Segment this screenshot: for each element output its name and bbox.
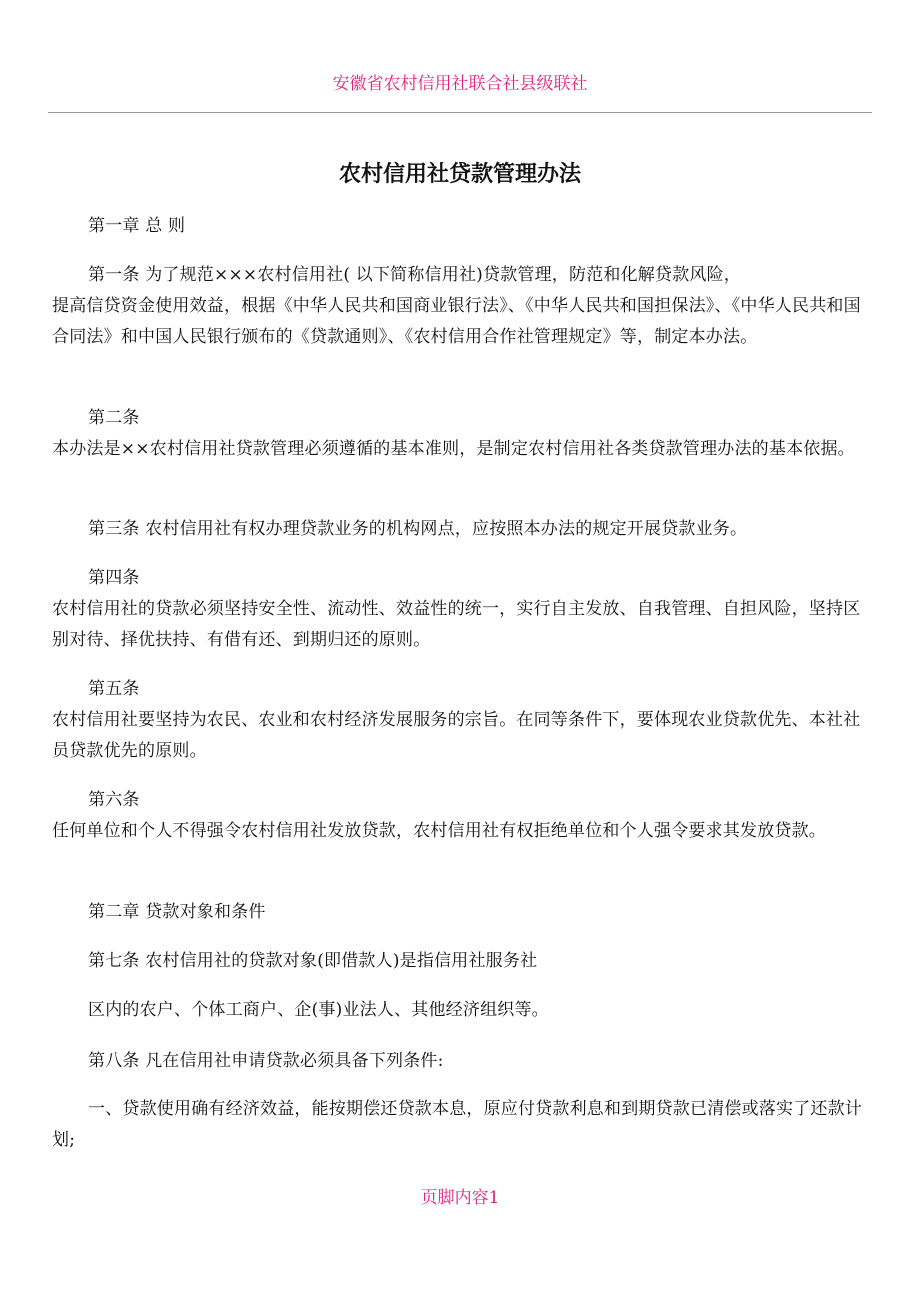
footer-text: 页脚内容1 — [420, 1188, 500, 1208]
article-3 — [52, 514, 870, 545]
article-7 — [52, 946, 870, 977]
page-footer — [0, 1186, 920, 1210]
article-7-line-2: 区内的农户、个体工商户、企(事)业法人、其他经济组织等。 — [88, 1000, 549, 1020]
article-7-continued — [52, 995, 870, 1026]
chapter-1-heading — [52, 211, 870, 242]
chapter-1-text: 第一章 总 则 — [88, 216, 186, 236]
document-title: 农村信用社贷款管理办法 — [338, 161, 581, 187]
chapter-2-text: 第二章 贷款对象和条件 — [88, 902, 266, 922]
article-2-body: 本办法是××农村信用社贷款管理必须遵循的基本准则，是制定农村信用社各类贷款管理办法的基本依据。 — [52, 439, 855, 459]
article-8-text: 第八条 凡在信用社申请贷款必须具备下列条件: — [88, 1051, 444, 1071]
article-5-body: 农村信用社要坚持为农民、农业和农村经济发展服务的宗旨。在同等条件下，要体现农业贷款优先、本社社员贷款优先的原则。 — [52, 710, 861, 761]
article-1 — [52, 260, 870, 353]
article-6-body: 任何单位和个人不得强令农村信用社发放贷款，农村信用社有权拒绝单位和个人强令要求其发放贷款。 — [52, 821, 826, 841]
article-4 — [52, 563, 870, 656]
header-divider — [48, 112, 872, 113]
article-3-text: 第三条 农村信用社有权办理贷款业务的机构网点，应按照本办法的规定开展贷款业务。 — [88, 519, 748, 539]
condition-item-1 — [52, 1094, 870, 1156]
article-8 — [52, 1046, 870, 1077]
article-1-first-line: 第一条 为了规范×××农村信用社( 以下简称信用社)贷款管理，防范和化解贷款风险， — [88, 265, 742, 285]
article-7-line-1: 第七条 农村信用社的贷款对象(即借款人)是指信用社服务社 — [88, 951, 538, 971]
condition-item-1-text: 一、贷款使用确有经济效益，能按期偿还贷款本息，原应付贷款利息和到期贷款已清偿或落实了还款计划; — [52, 1099, 862, 1150]
article-5 — [52, 674, 870, 767]
page-header — [0, 72, 920, 96]
article-4-heading: 第四条 — [88, 568, 140, 588]
article-6 — [52, 785, 870, 847]
article-2-heading: 第二条 — [88, 408, 140, 428]
article-6-heading: 第六条 — [88, 790, 140, 810]
article-2 — [52, 403, 870, 465]
chapter-2-heading — [52, 897, 870, 928]
article-1-rest: 提高信贷资金使用效益，根据《中华人民共和国商业银行法》、《中华人民共和国担保法》、《中华人民共和国合同法》和中国人民银行颁布的《贷款通则》、《农村信用合作社管理规定》等，制定本办法。 — [52, 296, 861, 347]
article-5-heading: 第五条 — [88, 679, 140, 699]
header-text: 安徽省农村信用社联合社县级联社 — [332, 74, 588, 94]
article-4-body: 农村信用社的贷款必须坚持安全性、流动性、效益性的统一，实行自主发放、自我管理、自担风险，坚持区别对待、择优扶持、有借有还、到期归还的原则。 — [52, 599, 861, 650]
